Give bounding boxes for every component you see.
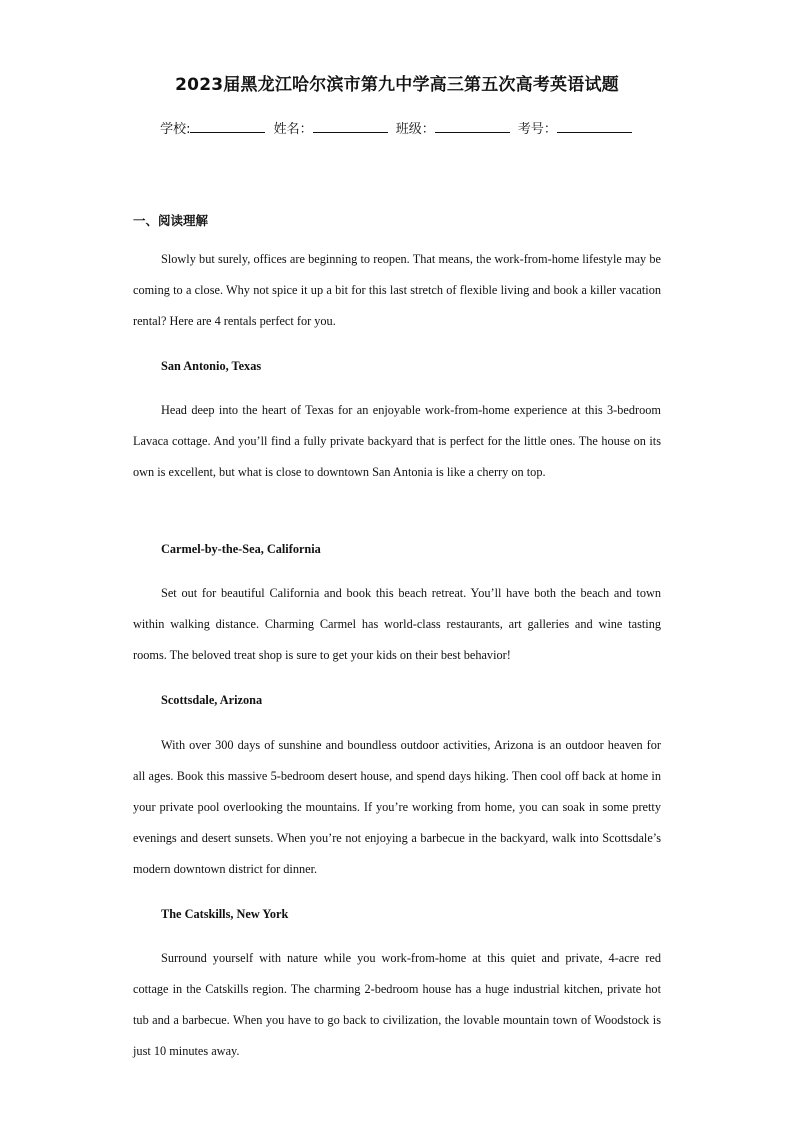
exam-number-label: 考号： — [517, 122, 557, 137]
rental-paragraph-catskills — [133, 943, 661, 1067]
class-field — [396, 118, 512, 137]
rental-paragraph-carmel — [133, 578, 661, 671]
school-blank[interactable] — [190, 119, 265, 133]
rental-heading-san-antonio: San Antonio, Texas — [161, 359, 262, 373]
rental-heading-catskills: The Catskills, New York — [161, 907, 289, 921]
rental-heading-carmel: Carmel-by-the-Sea, California — [161, 542, 321, 556]
name-blank[interactable] — [313, 119, 388, 133]
rental-text-carmel: Set out for beautiful California and book this beach retreat. You’ll have both the beach and town within walking distance. Charming Carmel has world-class restaurants, art galleries and wine tasting rooms. The beloved treat shop is sure to get your kids on their best behavior! — [133, 586, 661, 662]
name-label: 姓名： — [273, 122, 313, 137]
rental-heading-scottsdale: Scottsdale, Arizona — [161, 693, 263, 707]
section-heading: 一、阅读理解 — [133, 213, 209, 228]
document-title: 2023届黑龙江哈尔滨市第九中学高三第五次高考英语试题 — [175, 75, 619, 95]
intro-paragraph-text: Slowly but surely, offices are beginning to reopen. That means, the work-from-home lifestyle may be coming to a close. Why not spice it up a bit for this last stretch of flexible living and book a killer vacation rental? Here are 4 rentals perfect for you. — [133, 252, 661, 328]
exam-number-blank[interactable] — [557, 119, 632, 133]
class-blank[interactable] — [435, 119, 510, 133]
rental-text-scottsdale: With over 300 days of sunshine and boundless outdoor activities, Arizona is an outdoor heaven for all ages. Book this massive 5-bedroom desert house, and spend days hiking. Then cool off back at home in your private pool overlooking the mountains. If you’re working from home, you can soak in some pretty evenings and desert sunsets. When you’re not enjoying a barbecue in the backyard, walk into Scottsdale’s modern downtown district for dinner. — [133, 738, 661, 876]
class-label: 班级： — [395, 122, 435, 137]
school-field — [160, 118, 267, 137]
rental-paragraph-san-antonio — [133, 395, 661, 488]
school-label: 学校: — [160, 122, 191, 137]
exam-number-field — [518, 118, 634, 137]
rental-text-san-antonio: Head deep into the heart of Texas for an enjoyable work-from-home experience at this 3-bedroom Lavaca cottage. And you’ll find a fully private backyard that is perfect for the little ones. The house on its own is excellent, but what is close to downtown San Antonia is like a cherry on top. — [133, 403, 661, 479]
name-field — [274, 118, 390, 137]
rental-text-catskills: Surround yourself with nature while you work-from-home at this quiet and private, 4-acre red cottage in the Catskills region. The charming 2-bedroom house has a huge industrial kitchen, private hot tub and a barbecue. When you have to go back to civilization, the lovable mountain town of Woodstock is just 10 minutes away. — [133, 951, 661, 1058]
rental-paragraph-scottsdale — [133, 730, 661, 885]
intro-paragraph — [133, 244, 661, 337]
student-info-line — [0, 118, 794, 137]
